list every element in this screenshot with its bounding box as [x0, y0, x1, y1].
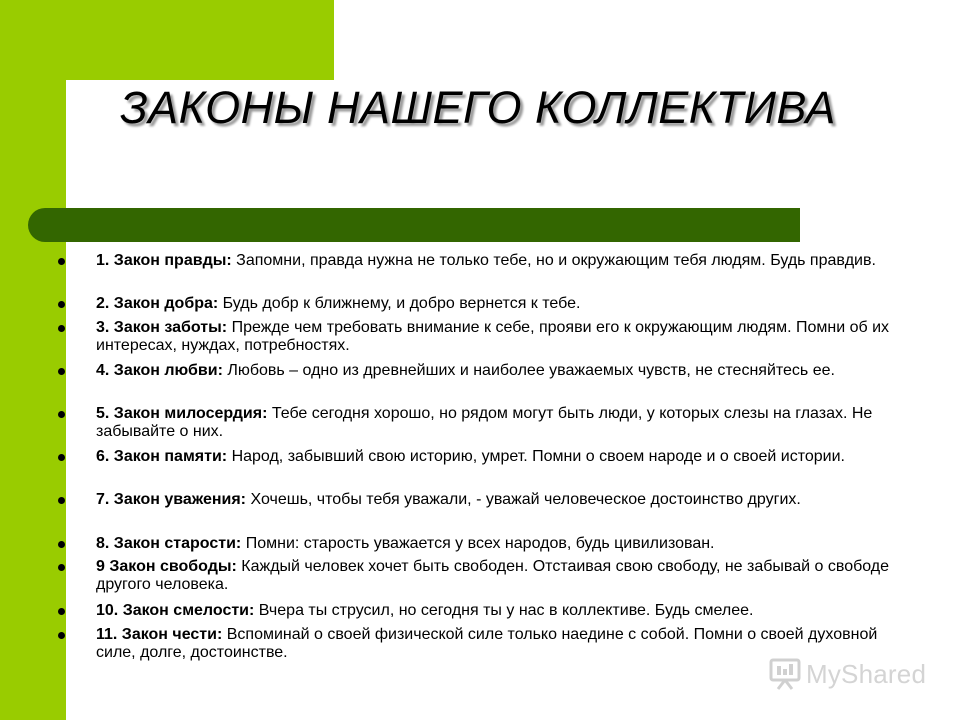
- bullet-icon: [58, 368, 65, 375]
- bullet-icon: [58, 497, 65, 504]
- law-text: Хочешь, чтобы тебя уважали, - уважай человеческое достоинство других.: [246, 491, 801, 508]
- law-name: 10. Закон смелости:: [96, 602, 255, 619]
- watermark-text: MyShared: [806, 659, 927, 689]
- law-name: 2. Закон добра:: [96, 295, 219, 312]
- list-item: [96, 319, 916, 355]
- slide-content-area: [66, 80, 960, 720]
- list-item: [96, 295, 916, 313]
- bullet-icon: [58, 564, 65, 571]
- law-name: 6. Закон памяти:: [96, 448, 228, 465]
- list-item: [96, 405, 916, 441]
- bullet-icon: [58, 608, 65, 615]
- list-item: [96, 362, 916, 380]
- bullet-icon: [58, 632, 65, 639]
- list-item: [96, 491, 916, 509]
- bullet-icon: [58, 541, 65, 548]
- law-text: Вчера ты струсил, но сегодня ты у нас в коллективе. Будь смелее.: [254, 602, 754, 619]
- law-text: Помни: старость уважается у всех народов, будь цивилизован.: [241, 535, 715, 552]
- law-text: Вспоминай о своей физической силе только наедине с собой. Помни о своей духовной силе, долге, достоинстве.: [96, 626, 878, 661]
- presentation-board-icon: [768, 657, 802, 691]
- law-text: Любовь – одно из древнейших и наиболее уважаемых чувств, не стесняйтесь ее.: [222, 362, 835, 379]
- watermark: [768, 655, 938, 695]
- list-item: [96, 602, 916, 620]
- list-item: [96, 448, 916, 466]
- law-name: 4. Закон любви:: [96, 362, 223, 379]
- bullet-icon: [58, 454, 65, 461]
- law-text: Прежде чем требовать внимание к себе, прояви его к окружающим людям. Помни об их интересах, нуждах, потребностях.: [96, 319, 890, 354]
- law-text: Запомни, правда нужна не только тебе, но и окружающим тебя людям. Будь правдив.: [231, 252, 876, 269]
- law-name: 8. Закон старости:: [96, 535, 242, 552]
- law-text: Тебе сегодня хорошо, но рядом могут быть люди, у которых слезы на глазах. Не забывайте о них.: [96, 405, 873, 440]
- list-item: [96, 558, 916, 594]
- list-item: [96, 535, 916, 553]
- divider-bar: [28, 208, 800, 242]
- law-name: 11. Закон чести:: [96, 626, 223, 643]
- bullet-icon: [58, 301, 65, 308]
- law-text: Будь добр к ближнему, и добро вернется к тебе.: [218, 295, 581, 312]
- list-item: [96, 252, 916, 270]
- slide-title: ЗАКОНЫ НАШЕГО КОЛЛЕКТИВА: [120, 82, 836, 133]
- law-name: 1. Закон правды:: [96, 252, 232, 269]
- bullet-icon: [58, 325, 65, 332]
- law-name: 5. Закон милосердия:: [96, 405, 268, 422]
- green-side-strip: [0, 0, 66, 720]
- law-name: 3. Закон заботы:: [96, 319, 228, 336]
- law-name: 9 Закон свободы:: [96, 558, 237, 575]
- law-text: Народ, забывший свою историю, умрет. Помни о своем народе и о своей истории.: [227, 448, 845, 465]
- bullet-icon: [58, 258, 65, 265]
- law-name: 7. Закон уважения:: [96, 491, 247, 508]
- bullet-icon: [58, 411, 65, 418]
- law-text: Каждый человек хочет быть свободен. Отстаивая свою свободу, не забывай о свободе другого человека.: [96, 558, 890, 593]
